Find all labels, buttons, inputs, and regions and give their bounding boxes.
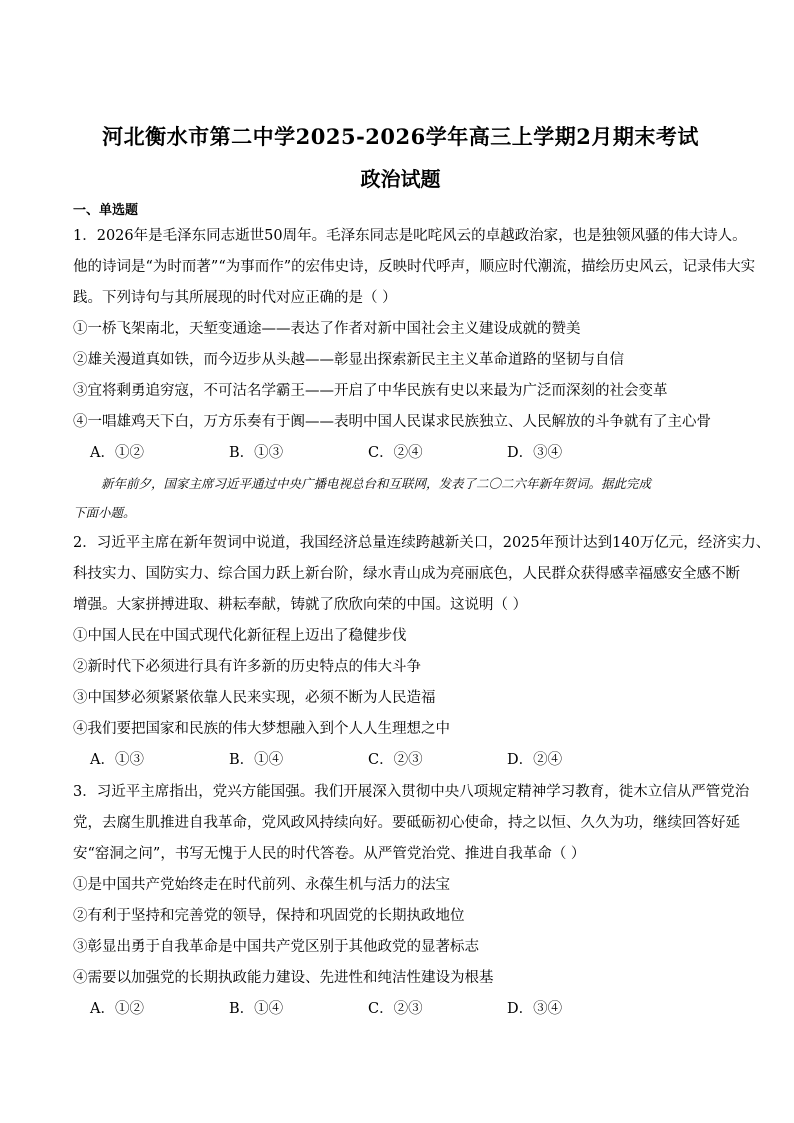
material-line: 下面小题。 xyxy=(73,505,136,520)
section-heading: 一、单选题 xyxy=(73,203,139,218)
question-stem-line: 2．习近平主席在新年贺词中说道，我国经济总量连续跨越新关口，2025年预计达到140万亿元，经济实力、 xyxy=(73,535,771,551)
statement-item: ①一桥飞架南北，天堑变通途——表达了作者对新中国社会主义建设成就的赞美 xyxy=(73,321,581,337)
exam-title: 河北衡水市第二中学2025-2026学年高三上学期2月期末考试 xyxy=(102,124,699,149)
shared-material xyxy=(73,469,728,527)
material-line: 新年前夕，国家主席习近平通过中央广播电视总台和互联网，发表了二〇二六年新年贺词。据此完成 xyxy=(101,476,652,491)
statement-item: ②新时代下必须进行具有许多新的历史特点的伟大斗争 xyxy=(73,659,421,675)
option-a: A．①② xyxy=(90,445,144,461)
question-stem-line: 科技实力、国防实力、综合国力跃上新台阶，绿水青山成为亮丽底色，人民群众获得感幸福感安全感不断 xyxy=(73,566,740,582)
statement-item: ③中国梦必须紧紧依靠人民来实现，必须不断为人民造福 xyxy=(73,690,436,706)
option-b: B．①③ xyxy=(229,445,284,461)
statement-item: ④我们要把国家和民族的伟大梦想融入到个人人生理想之中 xyxy=(73,721,450,737)
question-stem-line: 他的诗词是“为时而著”“为事而作”的宏伟史诗，反映时代呼声，顺应时代潮流，描绘历史风云，记录伟大实 xyxy=(73,259,756,275)
statement-item: ②有利于坚持和完善党的领导，保持和巩固党的长期执政地位 xyxy=(73,908,465,924)
option-a: A．①② xyxy=(90,1001,144,1017)
option-a: A．①③ xyxy=(90,752,144,768)
statement-item: ③彰显出勇于自我革命是中国共产党区别于其他政党的显著标志 xyxy=(73,939,479,955)
statement-item: ②雄关漫道真如铁，而今迈步从头越——彰显出探索新民主主义革命道路的坚韧与自信 xyxy=(73,352,624,368)
option-c: C．②③ xyxy=(368,1001,423,1017)
question-2 xyxy=(73,528,771,776)
question-stem-line: 践。下列诗句与其所展现的时代对应正确的是（ ） xyxy=(73,290,397,306)
statement-item: ①是中国共产党始终走在时代前列、永葆生机与活力的法宝 xyxy=(73,877,450,893)
question-stem-line: 增强。大家拼搏进取、耕耘奉献，铸就了欣欣向荣的中国。这说明（ ） xyxy=(73,597,528,613)
statement-item: ①中国人民在中国式现代化新征程上迈出了稳健步伐 xyxy=(73,628,407,644)
option-c: C．②③ xyxy=(368,752,423,768)
answer-options xyxy=(73,438,728,469)
question-stem-line: 党，去腐生肌推进自我革命，党风政风持续向好。要砥砺初心使命，持之以恒、久久为功，继续回答好延 xyxy=(73,815,740,831)
question-stem-line: 安“窑洞之问”，书写无愧于人民的时代答卷。从严管党治党、推进自我革命（ ） xyxy=(73,846,586,862)
exam-subtitle: 政治试题 xyxy=(360,167,441,191)
option-d: D．②④ xyxy=(507,752,563,768)
option-b: B．①④ xyxy=(229,752,284,768)
answer-options xyxy=(73,994,728,1025)
option-c: C．②④ xyxy=(368,445,423,461)
option-d: D．③④ xyxy=(507,1001,563,1017)
option-d: D．③④ xyxy=(507,445,563,461)
question-3 xyxy=(73,777,750,1025)
option-b: B．①④ xyxy=(229,1001,284,1017)
question-stem-line: 3．习近平主席指出，党兴方能国强。我们开展深入贯彻中央八项规定精神学习教育，徙木立信从严管党治 xyxy=(73,784,750,800)
statement-item: ④一唱雄鸡天下白，万方乐奏有于阗——表明中国人民谋求民族独立、人民解放的斗争就有了主心骨 xyxy=(73,414,711,430)
statement-item: ④需要以加强党的长期执政能力建设、先进性和纯洁性建设为根基 xyxy=(73,970,494,986)
question-stem-line: 1．2026年是毛泽东同志逝世50周年。毛泽东同志是叱咤风云的卓越政治家，也是独领风骚的伟大诗人。 xyxy=(73,228,747,244)
question-1 xyxy=(73,221,756,469)
answer-options xyxy=(73,745,728,776)
statement-item: ③宜将剩勇追穷寇，不可沽名学霸王——开启了中华民族有史以来最为广泛而深刻的社会变革 xyxy=(73,383,668,399)
